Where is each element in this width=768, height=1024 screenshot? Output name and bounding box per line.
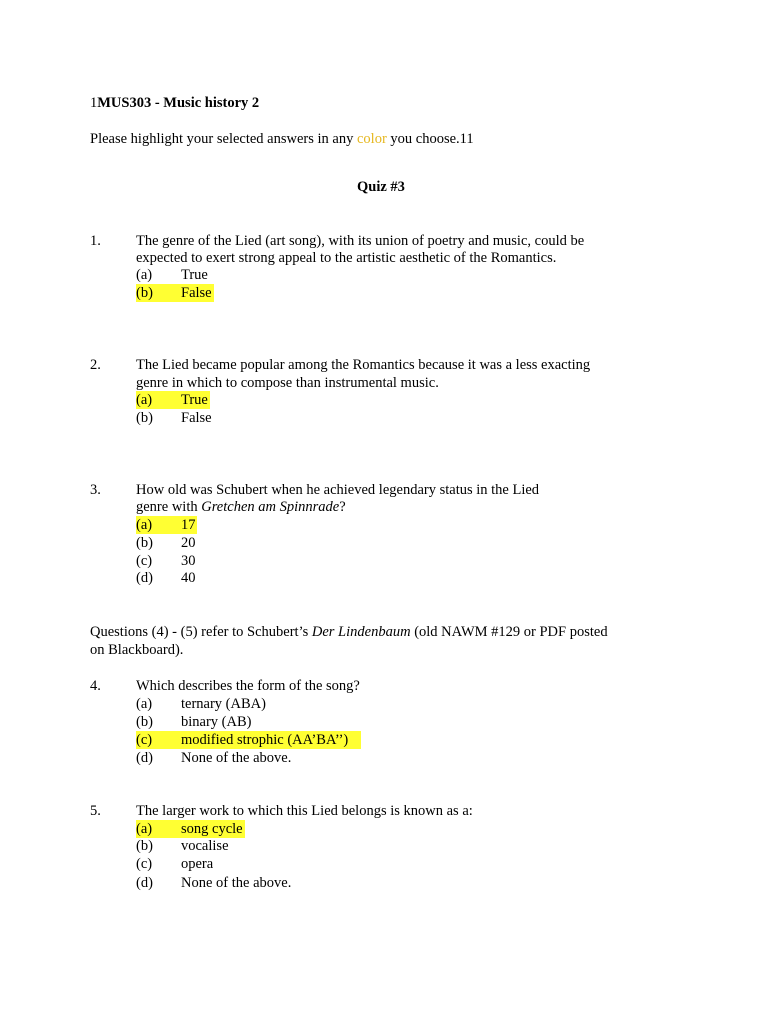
question-text-line: The Lied became popular among the Romantics because it was a less exacting xyxy=(136,357,591,373)
option-text[interactable]: True xyxy=(181,392,208,408)
instructions-color-word: color xyxy=(356,131,387,147)
question-number: 1. xyxy=(90,233,101,249)
section-note-line xyxy=(90,623,608,641)
question-number: 5. xyxy=(90,803,101,819)
section-note-line: on Blackboard). xyxy=(90,642,184,658)
option-text[interactable]: None of the above. xyxy=(181,875,292,891)
option-text[interactable]: song cycle xyxy=(181,821,243,837)
option-label[interactable]: (c) xyxy=(136,856,153,872)
question-text-before: genre with xyxy=(136,499,202,515)
course-heading xyxy=(90,94,259,112)
option-label[interactable]: (c) xyxy=(136,553,153,569)
question-number: 4. xyxy=(90,678,101,694)
question-text-line xyxy=(136,498,346,516)
option-label[interactable]: (b) xyxy=(136,410,153,426)
instructions-after: you choose.11 xyxy=(386,131,474,147)
option-label[interactable]: (b) xyxy=(136,838,153,854)
work-title: Gretchen am Spinnrade xyxy=(201,499,340,515)
option-text[interactable]: ternary (ABA) xyxy=(181,696,266,712)
question-text-line: The larger work to which this Lied belongs is known as a: xyxy=(136,803,473,819)
option-label[interactable]: (a) xyxy=(136,267,153,283)
question-text-after: ? xyxy=(339,499,346,515)
question-text-line: The genre of the Lied (art song), with its union of poetry and music, could be xyxy=(136,233,585,249)
option-text[interactable]: 17 xyxy=(181,517,196,533)
option-text[interactable]: binary (AB) xyxy=(181,714,252,730)
question-number: 2. xyxy=(90,357,101,373)
quiz-title: Quiz #3 xyxy=(357,179,405,195)
option-label[interactable]: (a) xyxy=(136,696,153,712)
work-title: Der Lindenbaum xyxy=(311,624,411,640)
option-label[interactable]: (b) xyxy=(136,714,153,730)
option-label[interactable]: (d) xyxy=(136,750,153,766)
option-text[interactable]: None of the above. xyxy=(181,750,292,766)
instructions xyxy=(90,130,474,148)
option-label[interactable]: (a) xyxy=(136,517,153,533)
option-text[interactable]: modified strophic (AA’BA’’) xyxy=(181,732,349,748)
option-label[interactable]: (a) xyxy=(136,821,153,837)
course-title: MUS303 - Music history 2 xyxy=(97,95,260,111)
option-label[interactable]: (d) xyxy=(136,875,153,891)
option-text[interactable]: opera xyxy=(181,856,214,872)
option-text[interactable]: 30 xyxy=(181,553,196,569)
question-text-line: expected to exert strong appeal to the artistic aesthetic of the Romantics. xyxy=(136,250,557,266)
option-text[interactable]: vocalise xyxy=(181,838,229,854)
option-label[interactable]: (b) xyxy=(136,535,153,551)
option-text[interactable]: True xyxy=(181,267,208,283)
note-after: (old NAWM #129 or PDF posted xyxy=(410,624,608,640)
option-label[interactable]: (d) xyxy=(136,570,153,586)
course-prefix: 1 xyxy=(90,95,98,111)
option-text[interactable]: 20 xyxy=(181,535,196,551)
option-label[interactable]: (b) xyxy=(136,285,153,301)
option-label[interactable]: (c) xyxy=(136,732,153,748)
instructions-before: Please highlight your selected answers in any xyxy=(90,131,357,147)
note-before: Questions (4) - (5) refer to Schubert’s xyxy=(90,624,312,640)
question-number: 3. xyxy=(90,482,101,498)
question-text-line: genre in which to compose than instrumental music. xyxy=(136,375,439,391)
option-text[interactable]: False xyxy=(181,410,212,426)
question-text-line: How old was Schubert when he achieved legendary status in the Lied xyxy=(136,482,540,498)
question-text-line: Which describes the form of the song? xyxy=(136,678,360,694)
option-label[interactable]: (a) xyxy=(136,392,153,408)
option-text[interactable]: False xyxy=(181,285,212,301)
option-text[interactable]: 40 xyxy=(181,570,196,586)
